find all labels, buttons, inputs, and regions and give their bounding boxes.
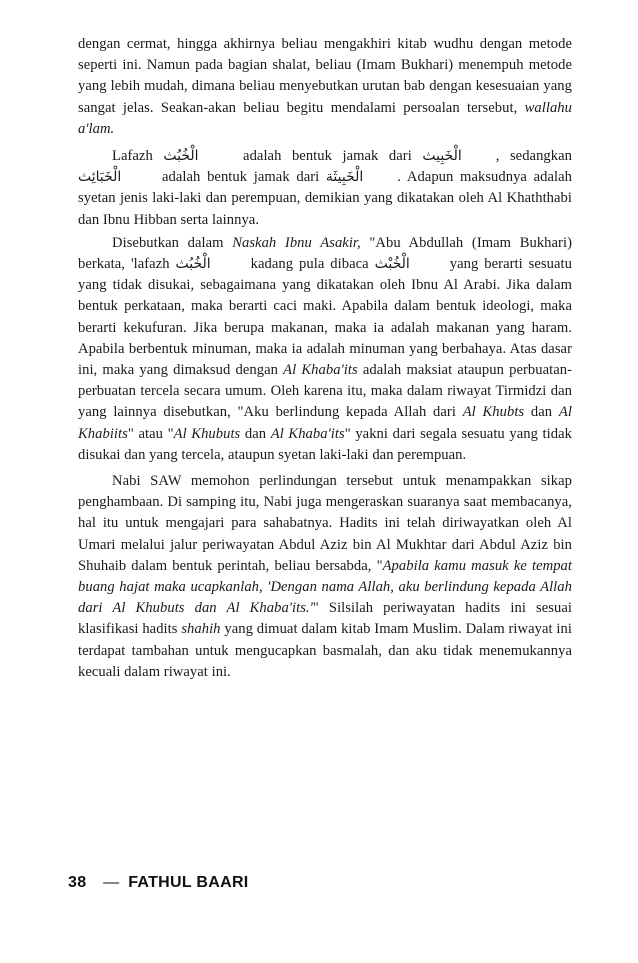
p3-text-6: dan <box>530 404 553 421</box>
p2-text-2: adalah bentuk jamak dari <box>243 148 412 165</box>
p2-text-5: . Adapun maksudnya adalah syetan jenis laki-laki dan perempuan, demikian yang dikatakan oleh Al Khaththabi dan Ibnu Hibban serta lainnya. <box>78 169 573 228</box>
p3-italic-1: Naskah Ibnu Asakir, <box>232 234 361 251</box>
paragraph-2 <box>78 146 572 231</box>
arabic-term-3: الْخَبَائِث <box>78 169 122 186</box>
p3-text-8: dan <box>244 425 267 442</box>
p4-italic-quote: Apabila kamu masuk ke tempat buang hajat maka ucapkanlah, 'Dengan nama Allah, aku berlindung kepada Allah dari Al Khubuts dan Al Khaba'its.' <box>78 557 572 617</box>
p2-text-1: Lafazh <box>112 148 153 165</box>
p3-italic-6: Al Khaba'its <box>270 425 345 442</box>
arabic-term-1: الْخُبُث <box>163 148 199 165</box>
p4-italic-2: shahih <box>181 621 221 638</box>
p3-text-5: adalah maksiat ataupun perbuatan-perbuatan tercela secara umum. Oleh karena itu, maka dalam riwayat Tirmidzi dan yang lainnya disebutkan, "Aku berlindung kepada Allah dari <box>78 362 572 421</box>
p3-text-7: " atau " <box>127 425 174 442</box>
p3-text-1: Disebutkan dalam <box>112 234 224 251</box>
p3-text-3: kadang pula dibaca <box>250 256 369 273</box>
p3-italic-5: Al Khubuts <box>173 425 241 442</box>
p3-italic-2: Al Khaba'its <box>283 362 358 379</box>
paragraph-4 <box>78 471 572 683</box>
p3-italic-3: Al Khubts <box>462 404 525 421</box>
paragraph-1 <box>78 34 572 140</box>
book-title: FATHUL BAARI <box>128 874 249 891</box>
footer-dash: — <box>103 874 120 891</box>
paragraph-1-text: dengan cermat, hingga akhirnya beliau mengakhiri kitab wudhu dengan metode seperti ini. Namun pada bagian shalat, beliau (Imam Bukhari) menempuh metode yang lebih mudah, dimana beliau menyebutkan urutan bab dengan kesesuaian yang sangat jelas. Seakan-akan beliau begitu mendalami persoalan tersebut, <box>78 36 572 116</box>
page-number: 38 <box>68 874 87 891</box>
p2-text-4: adalah bentuk jamak dari <box>162 169 320 186</box>
p3-text-9: " yakni dari segala sesuatu yang tidak disukai dan yang tercela, ataupun syetan laki-laki dan perempuan. <box>78 425 572 463</box>
arabic-term-5: الْخُبُث <box>175 256 211 273</box>
p2-text-3: , sedangkan <box>495 148 573 165</box>
p3-text-2: "Abu Abdullah (Imam Bukhari) berkata, 'lafazh <box>78 234 572 273</box>
page-footer <box>68 874 568 892</box>
body-text <box>78 34 572 683</box>
p4-text-1: Nabi SAW memohon perlindungan tersebut untuk menampakkan sikap penghambaan. Di samping itu, Nabi juga mengeraskan suaranya saat membacanya, hal itu untuk mengajari para sahabatnya. Hadits ini telah diriwayatkan oleh Al Umari melalui jalur periwayatan Abdul Aziz bin Al Mukhtar dari Abdul Aziz bin Shuhaib dalam bentuk perintah, beliau bersabda, " <box>78 473 572 574</box>
paragraph-1-italic: wallahu a'lam. <box>78 99 572 137</box>
p3-text-4: yang berarti sesuatu yang tidak disukai, sebagaimana yang dikatakan oleh Ibnu Al Arabi. Jika dalam bentuk perkataan, maka berarti caci maki. Apabila dalam bentuk ideologi, maka berarti kekufuran. Jika berupa makanan, maka ia adalah makanan yang haram. Apabila berbentuk minuman, maka ia adalah minuman yang berbahaya. Atas dasar ini, maka yang dimaksud dengan <box>78 256 572 379</box>
arabic-term-6: الْخُبْث <box>374 256 410 273</box>
arabic-term-4: الْخَبِيثَة <box>325 169 364 186</box>
paragraph-3 <box>78 233 572 466</box>
p3-italic-4: Al Khabiits <box>78 404 572 442</box>
arabic-term-2: الْخَبِيث <box>422 148 462 165</box>
p4-text-3: yang dimuat dalam kitab Imam Muslim. Dalam riwayat ini terdapat tambahan untuk mengucapkan basmalah, dan aku tidak menemukannya kecuali dalam riwayat ini. <box>78 621 572 680</box>
p4-text-2: " Silsilah periwayatan hadits ini sesuai klasifikasi hadits <box>78 600 572 638</box>
